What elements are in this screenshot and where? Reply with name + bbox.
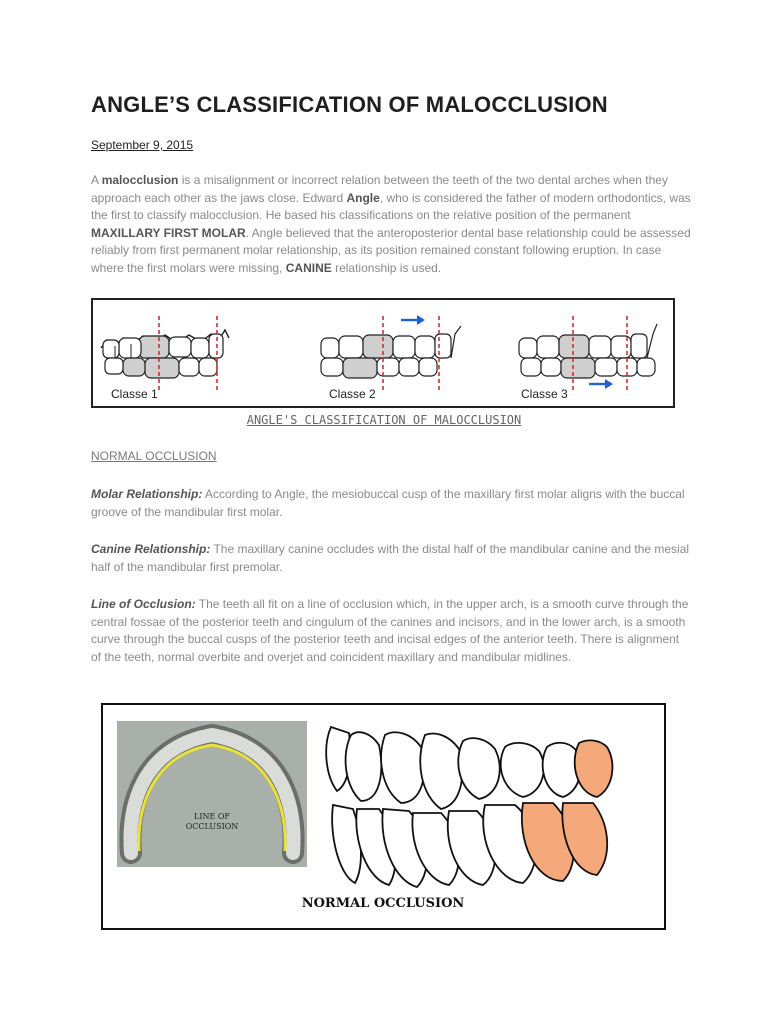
angle-classes-figure xyxy=(91,298,675,408)
figure1-caption: ANGLE'S CLASSIFICATION OF MALOCCLUSION xyxy=(246,413,522,427)
post-date[interactable]: September 9, 2015 xyxy=(91,138,194,152)
class3-diagram xyxy=(519,316,657,401)
page-title: ANGLE’S CLASSIFICATION OF MALOCCLUSION xyxy=(91,92,608,117)
teeth-outline-image xyxy=(326,727,612,887)
term-angle: Angle xyxy=(346,190,380,205)
term-canine: CANINE xyxy=(285,260,332,275)
molar-relationship-label: Molar Relationship: xyxy=(91,487,203,501)
class1-label: Classe 1 xyxy=(111,387,158,401)
term-malocclusion: malocclusion xyxy=(101,173,179,187)
arch-label-line1: LINE OF xyxy=(194,812,230,821)
line-of-occlusion-text: The teeth all fit on a line of occlusion which, in the upper arch, is a smooth curve through the central fossae of the posterior teeth and cingulum of the canines and incisors, and in the lower arch, is a smooth curve through the buccal cusps of the posterior teeth and incisal edges of the anterior teeth. There is alignment of the teeth, normal overbite and overjet and coincident maxillary and mandibular midlines. xyxy=(91,597,689,664)
arch-label-line2: OCCLUSION xyxy=(185,822,239,831)
canine-relationship-text: The maxillary canine occludes with the distal half of the mandibular canine and the mesial half of the mandibular first premolar. xyxy=(91,542,690,574)
lower-first-molar xyxy=(145,358,179,378)
line-of-occlusion-paragraph xyxy=(91,596,691,666)
normal-occlusion-illustration xyxy=(103,705,664,928)
arrow-right-icon xyxy=(589,379,613,389)
intro-text: . Angle believed that the anteroposterior dental base relationship could be assessed reliably from first permanent molar relationship, as its position remained constant following eruption. In case where the first molars were missing, xyxy=(91,225,691,275)
canine-relationship-paragraph xyxy=(91,541,691,576)
intro-text: relationship is used. xyxy=(331,260,442,275)
dental-arch-image xyxy=(117,721,307,867)
term-maxillary-first-molar: MAXILLARY FIRST MOLAR xyxy=(91,225,246,240)
class1-diagram xyxy=(101,316,229,401)
intro-text: is a misalignment or incorrect relation between the teeth of the two dental arches when they approach each other as the jaws close. Edward xyxy=(91,173,668,205)
section-heading-normal-occlusion: NORMAL OCCLUSION xyxy=(91,449,217,463)
molar-relationship-paragraph xyxy=(91,486,691,521)
class3-label: Classe 3 xyxy=(521,387,568,401)
class2-diagram xyxy=(321,315,461,401)
class2-label: Classe 2 xyxy=(329,387,376,401)
angle-classes-illustration xyxy=(93,300,673,406)
arrow-right-icon xyxy=(401,315,425,325)
intro-text: , who is considered the father of modern orthodontics, was the first to classify malocclusion. He based his classifications on the relative position of the permanent xyxy=(91,190,691,222)
normal-occlusion-figure xyxy=(101,703,666,930)
molar-relationship-text: According to Angle, the mesiobuccal cusp of the maxillary first molar aligns with the buccal groove of the mandibular first molar. xyxy=(91,487,685,519)
line-of-occlusion-label: Line of Occlusion: xyxy=(91,597,196,611)
figure2-caption: NORMAL OCCLUSION xyxy=(301,896,465,911)
canine-relationship-label: Canine Relationship: xyxy=(91,542,211,556)
intro-paragraph xyxy=(91,172,691,277)
maxillary-first-molar xyxy=(575,740,613,797)
upper-first-molar xyxy=(139,336,169,358)
intro-text: A xyxy=(91,173,102,187)
